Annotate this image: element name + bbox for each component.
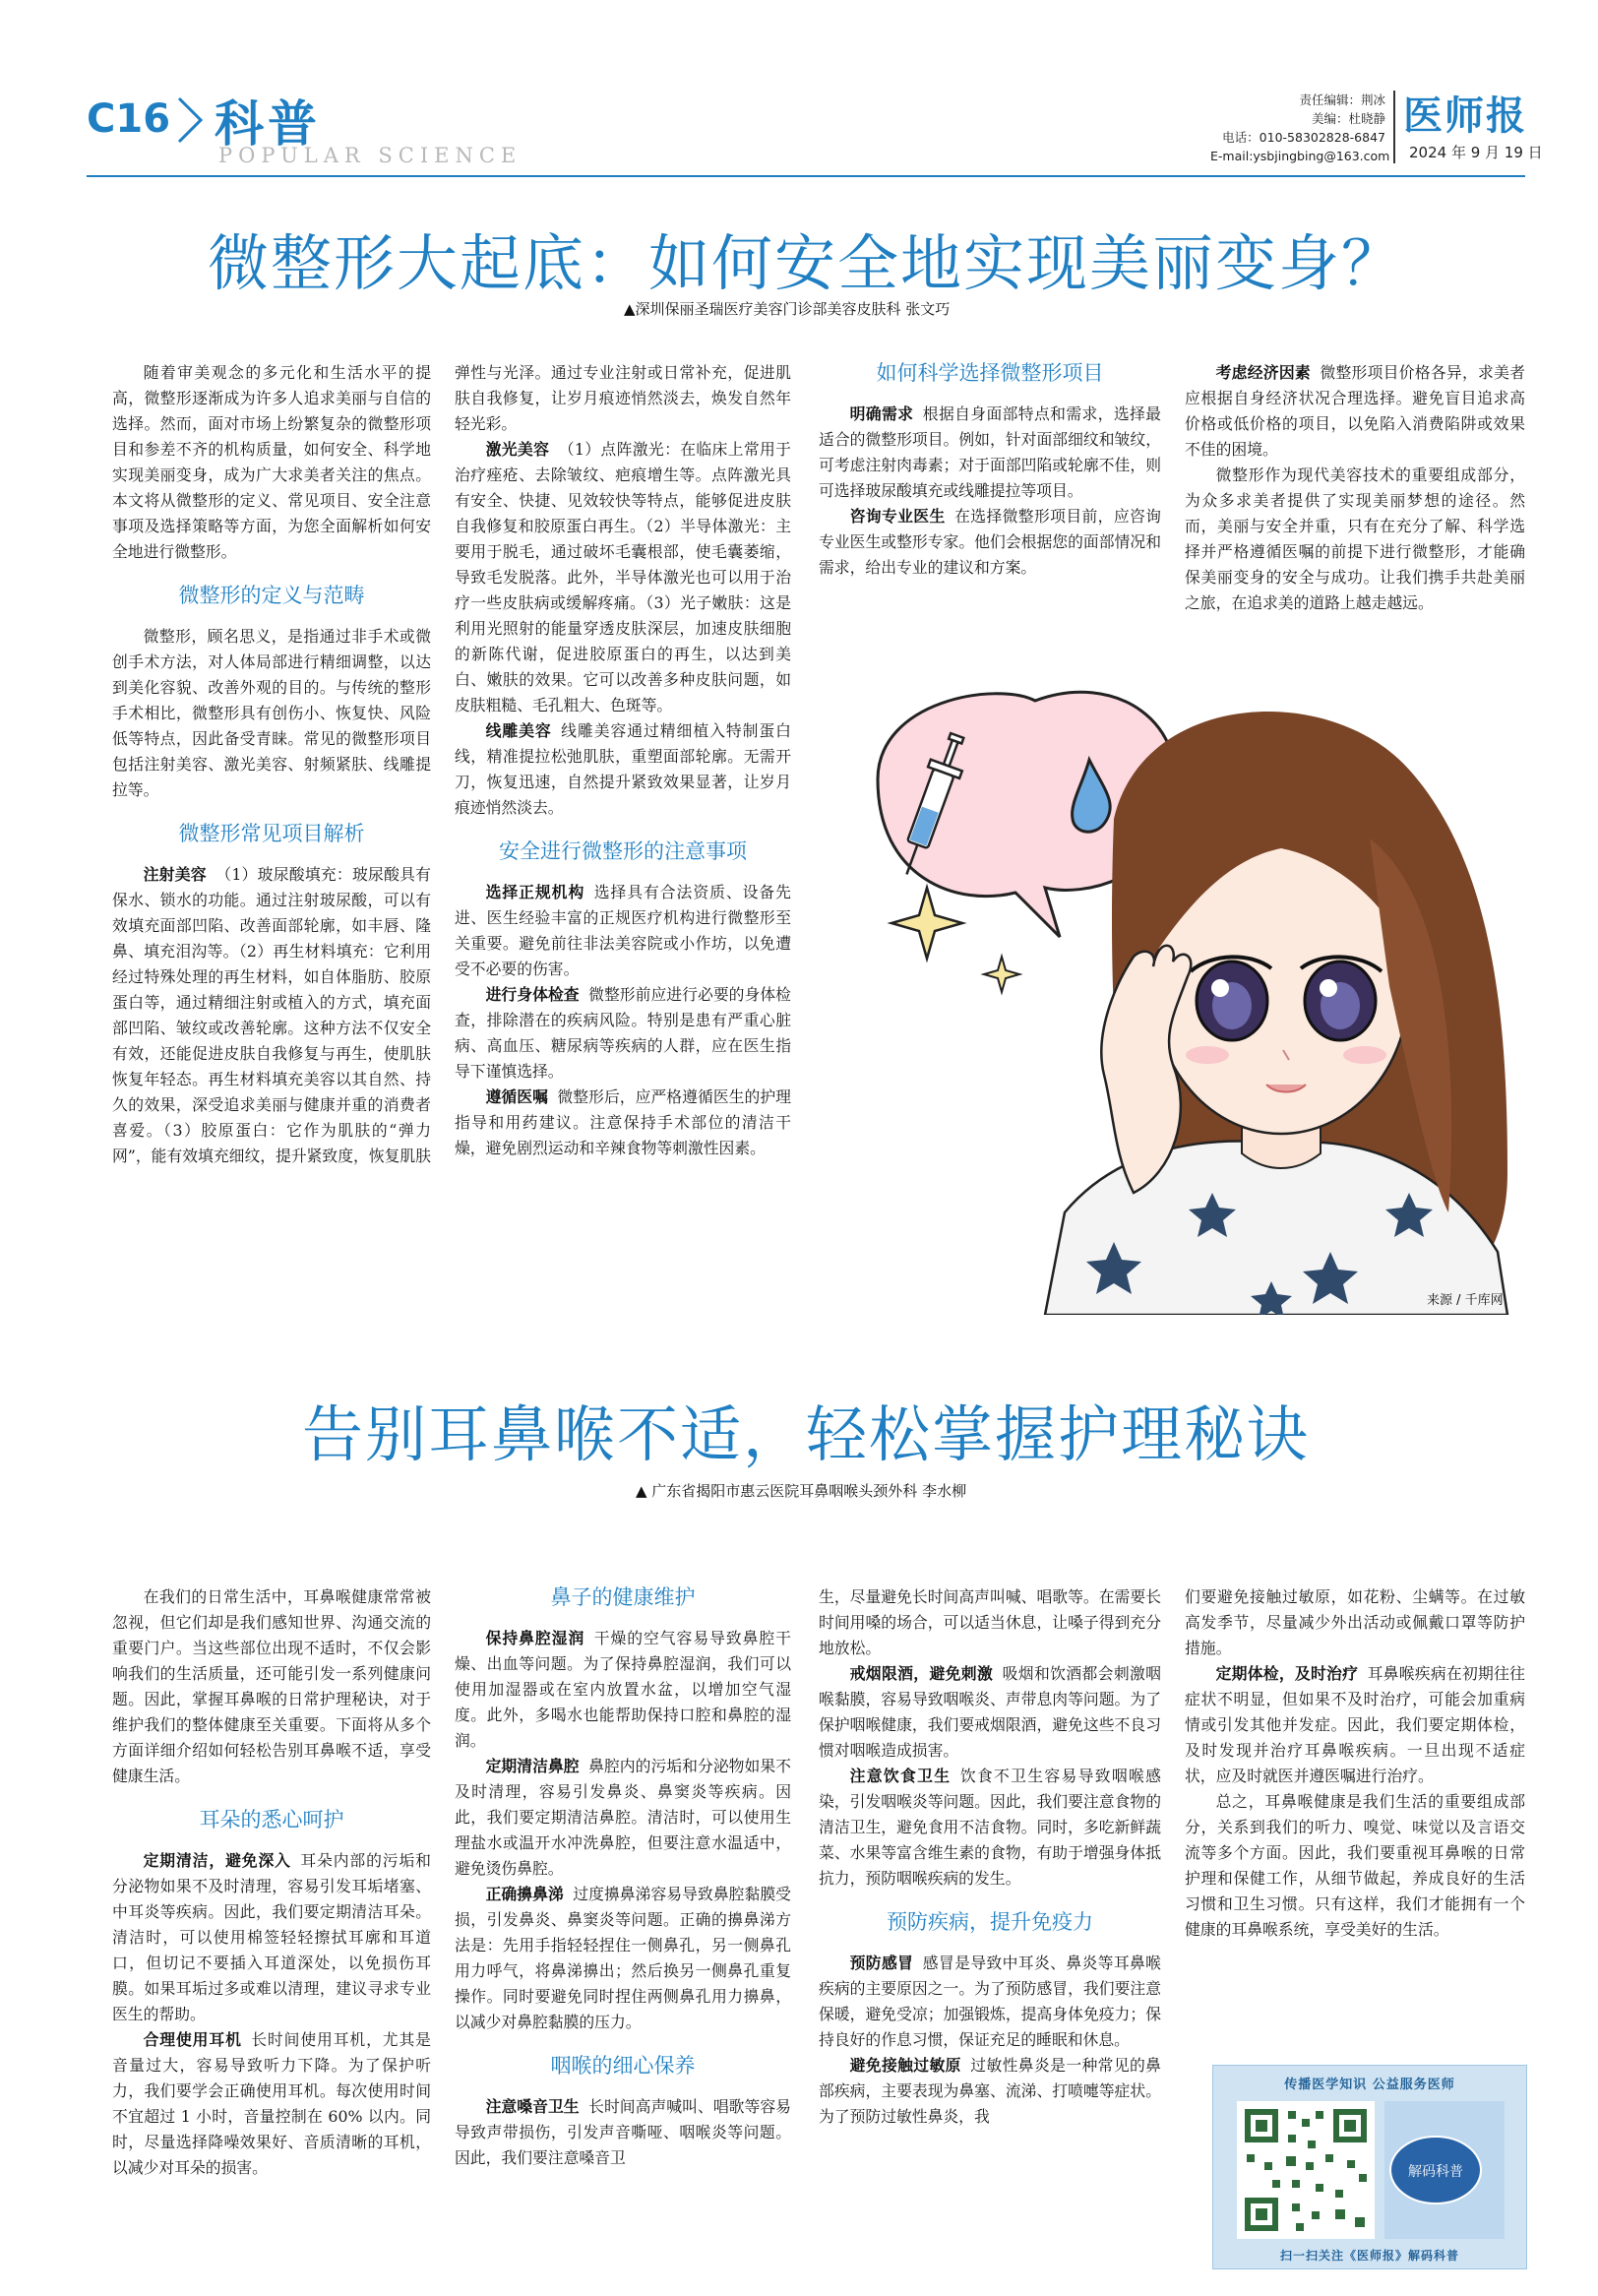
definition-paragraph: 微整形，顾名思义，是指通过非手术或微创手术方法，对人体局部进行精细调整，以达到美化容貌、改善外观的目的。与传统的整形手术相比，微整形具有创伤小、恢复快、风险低等特点，因此备受青睐。常见的微整形项目包括注射美容、激光美容、射频紧肤、线雕提拉等。: [112, 627, 431, 799]
ear-1: [112, 1848, 431, 2027]
keyword-choose-3: 考虑经济因素: [1215, 363, 1311, 382]
editor-email: E-mail:ysbjingbing@163.com: [1210, 149, 1390, 163]
nose-2: [455, 1754, 791, 1882]
newspaper-logo: 医师报: [1403, 93, 1527, 139]
keyword-laser: 激光美容: [485, 440, 550, 459]
article2-conclusion: 总之，耳鼻喉健康是我们生活的重要组成部分，关系到我们的听力、嗅觉、味觉以及言语交流等多个方面。因此，我们要重视耳鼻喉的日常护理和保健工作，从细节做起，养成良好的生活习惯和卫生习惯。只有这样，我们才能拥有一个健康的耳鼻喉系统，享受美好的生活。: [1185, 1792, 1525, 1939]
choose-1: [819, 402, 1161, 504]
ear-2: [112, 2027, 431, 2181]
section-subtitle: POPULAR SCIENCE: [218, 144, 522, 167]
keyword-ear-1: 定期清洁，避免深入: [143, 1851, 291, 1870]
subheading-prevent: 预防疾病，提升免疫力: [887, 1910, 1093, 1934]
subheading-definition: 微整形的定义与范畴: [178, 584, 365, 607]
nose-3: [455, 1882, 791, 2035]
article2-column-4: [1185, 1584, 1525, 1943]
image-credit: 来源 / 千库网: [1427, 1293, 1504, 1308]
choose-2-text: 在选择微整形项目前，应咨询专业医生或整形专家。他们会根据您的面部情况和需求，给出专业的建议和方案。: [819, 507, 1161, 577]
throat-2-text: 吸烟和饮酒都会刺激咽喉黏膜，容易导致咽喉炎、声带息肉等问题。为了保护咽喉健康，我们要戒烟限酒，避免这些不良习惯对咽喉造成损害。: [819, 1664, 1161, 1760]
subheading-ear: 耳朵的悉心呵护: [199, 1808, 344, 1831]
throat-1-text: 长时间高声喊叫、唱歌等容易导致声带损伤，引发声音嘶哑、咽喉炎等问题。因此，我们要注意嗓音卫: [455, 2097, 791, 2167]
prevent-3-text: 耳鼻喉疾病在初期往往症状不明显，但如果不及时治疗，可能会加重病情或引发其他并发症。因此，我们要定期体检，及时发现并治疗耳鼻喉疾病。一旦出现不适症状，应及时就医并遵医嘱进行治疗。: [1185, 1664, 1525, 1785]
keyword-throat-1: 注意嗓音卫生: [485, 2097, 580, 2116]
promo-badge-text: 解码科普: [1408, 2164, 1463, 2180]
article1-byline: ▲深圳保丽圣瑞医疗美容门诊部美容皮肤科 张文巧: [624, 300, 951, 318]
article2-column-2: [455, 1584, 791, 2171]
laser-paragraph: [455, 437, 791, 718]
subheading-nose: 鼻子的健康维护: [550, 1585, 696, 1609]
keyword-choose-1: 明确需求: [849, 404, 914, 423]
page-number: C16: [87, 96, 171, 142]
issue-date: 2024 年 9 月 19 日: [1409, 144, 1543, 161]
editor-name: 责任编辑：荆冰: [1299, 93, 1385, 107]
section-title: 科普: [215, 95, 321, 153]
thread-text: 线雕美容通过精细植入特制蛋白线，精准提拉松弛肌肤，重塑面部轮廓。无需开刀，恢复迅速，自然提升紧致效果显著，让岁月痕迹悄然淡去。: [455, 721, 791, 817]
safety-2: [455, 982, 791, 1085]
sparkle-small-icon: [984, 957, 1019, 992]
nose-1-text: 干燥的空气容易导致鼻腔干燥、出血等问题。为了保持鼻腔湿润，我们可以使用加湿器或在室内放置水盆，以增加空气湿度。此外，多喝水也能帮助保持口腔和鼻腔的湿润。: [455, 1629, 791, 1750]
article2-column-3: [819, 1584, 1161, 2130]
article1-column-4: [1185, 360, 1525, 616]
injection-paragraph: [112, 862, 431, 1169]
nose-3-text: 过度擤鼻涕容易导致鼻腔黏膜受损，引发鼻炎、鼻窦炎等问题。正确的擤鼻涕方法是：先用手指轻轻捏住一侧鼻孔，另一侧鼻孔用力呼气，将鼻涕擤出；然后换另一侧鼻孔重复操作。同时要避免同时捏住两侧鼻孔用力擤鼻，以减少对鼻腔黏膜的压力。: [455, 1885, 791, 2031]
keyword-safety-3: 遵循医嘱: [485, 1087, 548, 1106]
keyword-throat-2: 戒烟限酒，避免刺激: [849, 1664, 994, 1683]
safety-1-text: 选择具有合法资质、设备先进、医生经验丰富的正规医疗机构进行微整形至关重要。避免前往非法美容院或小作坊，以免遭受不必要的伤害。: [455, 883, 791, 978]
injection-text: （1）玻尿酸填充：玻尿酸具有保水、锁水的功能。通过注射玻尿酸，可以有效填充面部凹陷、改善面部轮廓，如丰唇、隆鼻、填充泪沟等。（2）再生材料填充：它利用经过特殊处理的再生材料，如自体脂肪、胶原蛋白等，通过精细注射或植入的方式，填充面部凹陷、皱纹或改善轮廓。这种方法不仅安全有效，还能促进皮肤自我修复与再生，使肌肤恢复年轻态。再生材料填充美容以其自然、持久的效果，深受追求美丽与健康并重的消费者喜爱。（3）胶原蛋白：它作为肌肤的“弹力网”，能有效填充细纹，提升紧致度，恢复肌肤: [112, 865, 432, 1165]
article1-column-3: [819, 360, 1161, 581]
subheading-common-items: 微整形常见项目解析: [178, 822, 365, 845]
qr-promo-box: [1212, 2065, 1527, 2269]
keyword-thread: 线雕美容: [485, 721, 552, 740]
promo-slogan: 传播医学知识 公益服务医师: [1284, 2078, 1455, 2092]
promo-badge-icon: [1384, 2101, 1505, 2239]
article2-column-1: [112, 1584, 431, 2181]
keyword-throat-3: 注意饮食卫生: [849, 1767, 952, 1785]
choose-3-text: 微整形项目价格各异，求美者应根据自身经济状况合理选择。避免盲目追求高价格或低价格的项目，以免陷入消费陷阱或效果不佳的困境。: [1185, 363, 1525, 459]
injection-continued: 弹性与光泽。通过专业注射或日常补充，促进肌肤自我修复，让岁月痕迹悄然淡去，焕发自然年轻光彩。: [455, 363, 791, 433]
keyword-nose-1: 保持鼻腔湿润: [485, 1629, 585, 1647]
keyword-nose-2: 定期清洁鼻腔: [485, 1757, 580, 1775]
laser-text: （1）点阵激光：在临床上常用于治疗痤疮、去除皱纹、疤痕增生等。点阵激光具有安全、快捷、见效较快等特点，能够促进皮肤自我修复和胶原蛋白再生。（2）半导体激光：主要用于脱毛，通过破坏毛囊根部，使毛囊萎缩，导致毛发脱落。此外，半导体激光也可以用于治疗一些皮肤病或缓解疼痛。（3）光子嫩肤：这是利用光照射的能量穿透皮肤深层，加速皮肤细胞的新陈代谢，促进胶原蛋白的再生，以达到美白、嫩肤的效果。它可以改善多种皮肤问题，如皮肤粗糙、毛孔粗大、色斑等。: [455, 440, 791, 714]
article2-intro: 在我们的日常生活中，耳鼻喉健康常常被忽视，但它们却是我们感知世界、沟通交流的重要门户。当这些部位出现不适时，不仅会影响我们的生活质量，还可能引发一系列健康问题。因此，掌握耳鼻喉的日常护理秘诀，对于维护我们的整体健康至关重要。下面将从多个方面详细介绍如何轻松告别耳鼻喉不适，享受健康生活。: [112, 1587, 431, 1785]
promo-instruction: 扫一扫关注《医师报》解码科普: [1279, 2249, 1459, 2263]
safety-3-text: 微整形后，应严格遵循医生的护理指导和用药建议。注意保持手术部位的清洁干燥，避免剧烈运动和辛辣食物等刺激性因素。: [455, 1087, 791, 1157]
keyword-safety-1: 选择正规机构: [485, 883, 585, 901]
keyword-choose-2: 咨询专业医生: [849, 507, 946, 526]
nose-2-text: 鼻腔内的污垢和分泌物如果不及时清理，容易引发鼻炎、鼻窦炎等疾病。因此，我们要定期清洁鼻腔。清洁时，可以使用生理盐水或温开水冲洗鼻腔，但要注意水温适中，避免烫伤鼻腔。: [455, 1757, 791, 1878]
keyword-nose-3: 正确擤鼻涕: [485, 1885, 564, 1903]
throat-1: [455, 2094, 791, 2171]
subheading-choose: 如何科学选择微整形项目: [876, 361, 1104, 385]
keyword-injection: 注射美容: [143, 865, 207, 884]
safety-2-text: 微整形前应进行必要的身体检查，排除潜在的疾病风险。特别是患有严重心脏病、高血压、糖尿病等疾病的人群，应在医生指导下谨慎选择。: [455, 985, 791, 1081]
editor-info: [1210, 91, 1390, 165]
throat-3-text: 饮食不卫生容易导致咽喉感染，引发咽喉炎等问题。因此，我们要注意食物的清洁卫生，避免食用不洁食物。同时，多吃新鲜蔬菜、水果等富含维生素的食物，有助于增强身体抵抗力，预防咽喉疾病的发生。: [819, 1767, 1161, 1888]
thread-paragraph: [455, 718, 791, 821]
designer-name: 美编：杜晓静: [1311, 111, 1385, 126]
nose-1: [455, 1626, 791, 1754]
choose-1-text: 根据自身面部特点和需求，选择最适合的微整形项目。例如，针对面部细纹和皱纹，可考虑注射肉毒素；对于面部凹陷或轮廓不佳，则可选择玻尿酸填充或线雕提拉等项目。: [819, 404, 1161, 500]
throat-1-continued: 生，尽量避免长时间高声叫喊、唱歌等。在需要长时间用嗓的场合，可以适当休息，让嗓子得到充分地放松。: [819, 1587, 1161, 1657]
ear-1-text: 耳朵内部的污垢和分泌物如果不及时清理，容易引发耳垢堵塞、中耳炎等疾病。因此，我们要定期清洁耳朵。清洁时，可以使用棉签轻轻擦拭耳廓和耳道口，但切记不要插入耳道深处，以免损伤耳膜。如果耳垢过多或难以清理，建议寻求专业医生的帮助。: [112, 1851, 431, 2023]
keyword-prevent-2: 避免接触过敏原: [849, 2056, 961, 2075]
prevent-2-continued: 们要避免接触过敏原，如花粉、尘螨等。在过敏高发季节，尽量减少外出活动或佩戴口罩等防护措施。: [1185, 1587, 1525, 1657]
ear-2-text: 长时间使用耳机，尤其是音量过大，容易导致听力下降。为了保护听力，我们要学会正确使用耳机。每次使用时间不宜超过 1 小时，音量控制在 60% 以内。同时，尽量选择降噪效果好、音质清晰的耳机，以减少对耳朵的损害。: [112, 2030, 431, 2177]
article2-title: 告别耳鼻喉不适，轻松掌握护理秘诀: [301, 1398, 1310, 1470]
choose-3: [1185, 360, 1525, 463]
article1-column-1: [112, 360, 431, 1169]
throat-3: [819, 1764, 1161, 1892]
illustration-woman: [819, 661, 1525, 1315]
article1-column-2: [455, 360, 791, 1161]
subheading-throat: 咽喉的细心保养: [550, 2054, 696, 2078]
safety-1: [455, 880, 791, 982]
keyword-safety-2: 进行身体检查: [485, 985, 580, 1004]
article1-title: 微整形大起底：如何安全地实现美丽变身？: [207, 227, 1404, 299]
prevent-3: [1185, 1661, 1525, 1789]
sparkle-icon: [891, 888, 962, 959]
chevron-right-icon: [173, 94, 207, 146]
prevent-2-text: 过敏性鼻炎是一种常见的鼻部疾病，主要表现为鼻塞、流涕、打喷嚏等症状。为了预防过敏性鼻炎，我: [819, 2056, 1161, 2126]
prevent-1: [819, 1951, 1161, 2053]
qr-code-icon[interactable]: [1237, 2101, 1375, 2239]
safety-3: [455, 1085, 791, 1161]
masthead-divider: [1393, 91, 1395, 163]
editor-phone: 电话：010-58302828-6847: [1222, 130, 1385, 145]
choose-2: [819, 504, 1161, 581]
prevent-2: [819, 2053, 1161, 2130]
article1-conclusion: 微整形作为现代美容技术的重要组成部分，为众多求美者提供了实现美丽梦想的途径。然而，美丽与安全并重，只有在充分了解、科学选择并严格遵循医嘱的前提下进行微整形，才能确保美丽变身的安全与成功。让我们携手共赴美丽之旅，在追求美的道路上越走越远。: [1185, 465, 1525, 612]
throat-2: [819, 1661, 1161, 1764]
prevent-1-text: 感冒是导致中耳炎、鼻炎等耳鼻喉疾病的主要原因之一。为了预防感冒，我们要注意保暖，避免受凉；加强锻炼，提高身体免疫力；保持良好的作息习惯，保证充足的睡眠和休息。: [819, 1954, 1161, 2049]
header-rule: [87, 175, 1525, 177]
keyword-prevent-3: 定期体检，及时治疗: [1215, 1664, 1359, 1683]
keyword-prevent-1: 预防感冒: [849, 1954, 914, 1972]
subheading-safety: 安全进行微整形的注意事项: [499, 839, 747, 863]
article1-intro: 随着审美观念的多元化和生活水平的提高，微整形逐渐成为许多人追求美丽与自信的选择。然而，面对市场上纷繁复杂的微整形项目和参差不齐的机构质量，如何安全、科学地实现美丽变身，成为广大求美者关注的焦点。本文将从微整形的定义、常见项目、安全注意事项及选择策略等方面，为您全面解析如何安全地进行微整形。: [112, 363, 431, 561]
article2-byline: ▲ 广东省揭阳市惠云医院耳鼻咽喉头颈外科 李水柳: [636, 1482, 967, 1500]
keyword-ear-2: 合理使用耳机: [143, 2030, 242, 2049]
